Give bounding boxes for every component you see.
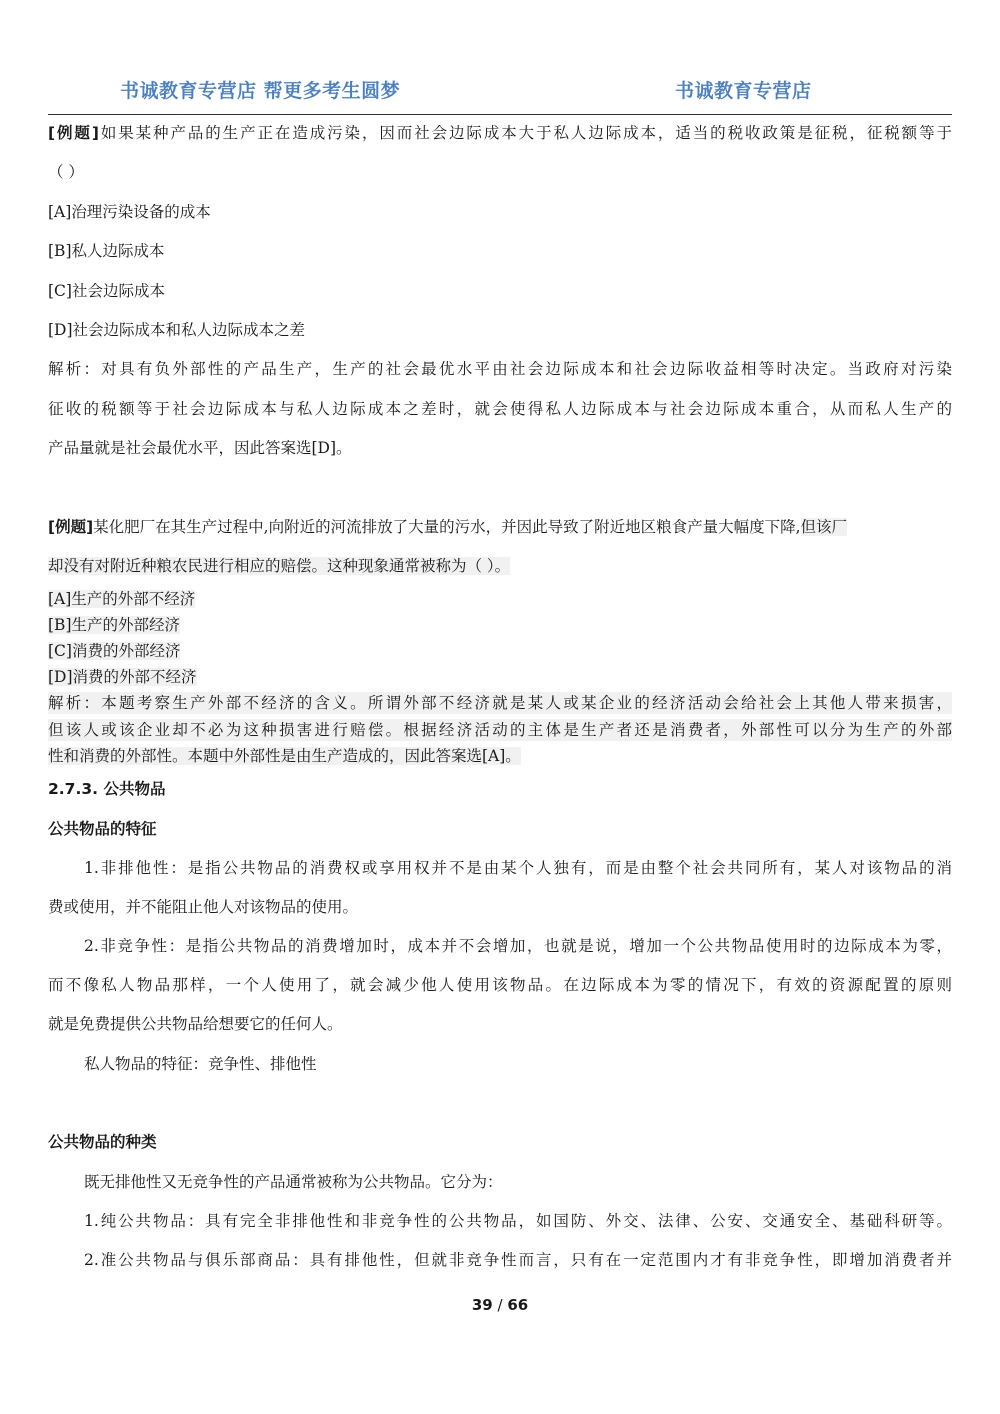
q2-option-d-text: [D]消费的外部不经济: [48, 668, 197, 686]
q1-option-a: [A]治理污染设备的成本: [48, 203, 211, 221]
q2-analysis-line3: [48, 745, 952, 767]
q2-stem-line1: [48, 516, 952, 538]
page-total: 66: [507, 1296, 529, 1314]
q2-tag: [例题]: [48, 518, 94, 536]
q2-stem-line2-text: 却没有对附近种粮农民进行相应的赔偿。这种现象通常被称为（ ）。: [48, 557, 511, 575]
q1-tag: [例题]: [48, 124, 99, 142]
types-pure-public-goods: 1.纯公共物品：具有完全非排他性和非竞争性的公共物品，如国防、外交、法律、公安、交通安全、基础科研等。: [84, 1212, 952, 1230]
q2-option-c: [48, 640, 952, 662]
q2-stem-text-a: 某化肥厂在其生产过程中,向附近的河流排放了大量的污水，并因此导致了附近地区粮食产量大幅度下降,: [93, 518, 801, 536]
page-separator: /: [497, 1296, 503, 1314]
section-heading: [48, 778, 952, 800]
page-current: 39: [471, 1296, 493, 1314]
page-header: [48, 70, 952, 115]
types-intro: 既无排他性又无竞争性的产品通常被称为公共物品。它分为：: [84, 1173, 503, 1191]
q2-analysis-line1: 解析：本题考察生产外部不经济的含义。所谓外部不经济就是某人或某企业的经济活动会给社会上其他人带来损害，: [48, 694, 952, 712]
q2-analysis-line3-text: 性和消费的外部性。本题中外部性是由生产造成的，因此答案选[A]。: [48, 747, 521, 765]
q2-option-d: [48, 666, 952, 688]
q1-stem-line1: [48, 122, 952, 144]
types-heading: 公共物品的种类: [48, 1133, 157, 1151]
q1-analysis-line2: 征收的税额等于社会边际成本与私人边际成本之差时，就会使得私人边际成本与社会边际成本重合，从而私人生产的: [48, 400, 952, 418]
section-title: 公共物品: [103, 780, 166, 798]
feature-nonrival-line3: 就是免费提供公共物品给想要它的任何人。: [48, 1015, 343, 1033]
feature-nonexcludable-line2: 费或使用，并不能阻止他人对该物品的使用。: [48, 898, 359, 916]
header-right-title: 书诚教育专营店: [675, 80, 812, 102]
q2-stem-line2: [48, 555, 952, 577]
q1-analysis-line1: 解析：对具有负外部性的产品生产，生产的社会最优水平由社会边际成本和社会边际收益相等时决定。当政府对污染: [48, 360, 952, 378]
q2-option-a: [48, 588, 952, 610]
q1-option-b: [B]私人边际成本: [48, 242, 165, 260]
header-left-title: 书诚教育专营店 帮更多考生圆梦: [120, 80, 401, 102]
q2-option-c-text: [C]消费的外部经济: [48, 642, 181, 660]
q1-analysis-line3: 产品量就是社会最优水平，因此答案选[D]。: [48, 439, 352, 457]
q2-analysis-line2: 但该人或该企业却不必为这种损害进行赔偿。根据经济活动的主体是生产者还是消费者，外部性可以分为生产的外部: [48, 721, 952, 739]
q2-option-a-text: [A]生产的外部不经济: [48, 590, 196, 608]
section-number: 2.7.3.: [48, 780, 99, 798]
feature-nonrival-line1: 2.非竞争性：是指公共物品的消费增加时，成本并不会增加，也就是说，增加一个公共物品使用时的边际成本为零，: [84, 937, 952, 955]
q1-stem-text: 如果某种产品的生产正在造成污染，因而社会边际成本大于私人边际成本，适当的税收政策是征税，征税额等于: [98, 124, 952, 142]
q1-stem-line2: （ ）: [48, 163, 84, 181]
private-goods-features: 私人物品的特征：竞争性、排他性: [84, 1055, 317, 1073]
features-heading: 公共物品的特征: [48, 820, 157, 838]
q2-stem-text-b: 但该厂: [800, 518, 848, 536]
feature-nonrival-line2: 而不像私人物品那样，一个人使用了，就会减少他人使用该物品。在边际成本为零的情况下，有效的资源配置的原则: [48, 976, 952, 994]
types-quasi-public-goods: 2.准公共物品与俱乐部商品：具有排他性，但就非竞争性而言，只有在一定范围内才有非竞争性，即增加消费者并: [84, 1251, 952, 1269]
q2-option-b: [48, 614, 952, 636]
q1-option-c: [C]社会边际成本: [48, 282, 165, 300]
feature-nonexcludable-line1: 1.非排他性：是指公共物品的消费权或享用权并不是由某个人独有，而是由整个社会共同所有，某人对该物品的消: [84, 859, 952, 877]
page-number: [0, 1296, 1000, 1314]
q1-option-d: [D]社会边际成本和私人边际成本之差: [48, 321, 306, 339]
q2-option-b-text: [B]生产的外部经济: [48, 616, 180, 634]
